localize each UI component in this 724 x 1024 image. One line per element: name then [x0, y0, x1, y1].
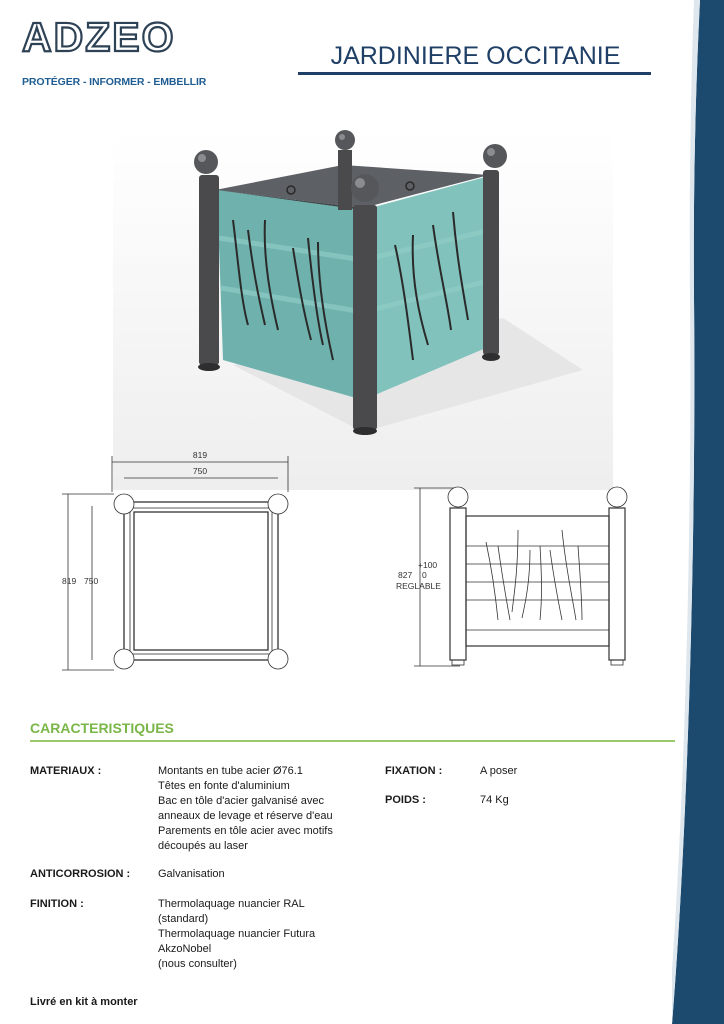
materiaux-value: Montants en tube acier Ø76.1 Têtes en fonte d'aluminium Bac en tôle d'acier galvanisé avec anneaux de levage et réserve d'eau Parements en tôle acier avec motifs découpés au laser [158, 765, 333, 852]
top-inner-depth: 750 [84, 576, 99, 586]
section-divider [30, 740, 675, 742]
side-adjust-label: REGLABLE [396, 581, 441, 591]
side-adjust-plus: +100 [418, 560, 438, 570]
fixation-label: FIXATION : [385, 765, 443, 777]
adzeo-logo [22, 14, 207, 94]
logo-wordmark: ADZEO [22, 14, 176, 60]
finition-label: FINITION : [30, 898, 84, 910]
title-underline [298, 72, 651, 75]
side-height: 827 [398, 570, 413, 580]
anticorrosion-value: Galvanisation [158, 868, 225, 880]
materiaux-label: MATERIAUX : [30, 765, 102, 777]
assembly-note: Livré en kit à monter [30, 996, 138, 1008]
fixation-value: A poser [480, 765, 518, 777]
side-view-drawing [390, 480, 640, 680]
poids-value: 74 Kg [480, 794, 509, 806]
section-title: CARACTERISTIQUES [30, 720, 174, 736]
top-overall-depth: 819 [62, 576, 77, 586]
top-overall-width: 819 [192, 450, 208, 460]
finition-value: Thermolaquage nuancier RAL (standard) Thermolaquage nuancier Futura AkzoNobel (nous consulter) [158, 898, 316, 970]
logo-tagline: PROTÉGER - INFORMER - EMBELLIR [22, 76, 207, 88]
side-band [672, 0, 724, 1024]
anticorrosion-label: ANTICORROSION : [30, 868, 131, 880]
poids-label: POIDS : [385, 794, 426, 806]
page-title: JARDINIERE OCCITANIE [330, 42, 621, 70]
top-view-drawing [60, 448, 300, 678]
side-adjust-zero: 0 [422, 570, 427, 580]
planter-illustration [113, 120, 613, 490]
top-inner-width: 750 [192, 466, 208, 476]
